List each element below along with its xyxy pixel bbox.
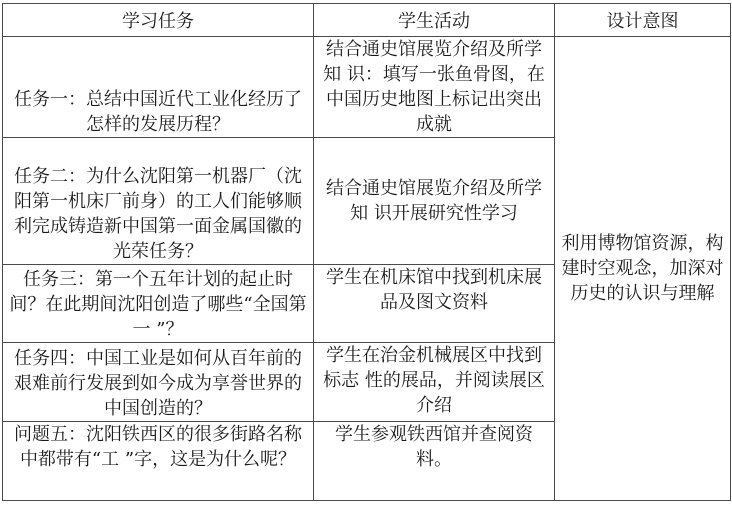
lesson-design-table (2, 3, 731, 501)
activity-cell: 学生在机床馆中找到机床展品及图文资料 (314, 265, 555, 343)
task-cell: 问题五：沈阳铁西区的很多街路名称中都带有“工 ”字，这是为什么呢？ (3, 422, 314, 501)
design-intent-cell: 利用博物馆资源，构建时空观念，加深对历史的认识与理解 (555, 37, 731, 501)
activity-cell: 结合通史馆展览介绍及所学知 识开展研究性学习 (314, 138, 555, 265)
header-activity: 学生活动 (314, 4, 555, 37)
task-cell: 任务三：第一个五年计划的起止时间？在此期间沈阳创造了哪些“全国第一 ”？ (3, 265, 314, 343)
task-cell: 任务四：中国工业是如何从百年前的艰难前行发展到如今成为享誉世界的中国创造的？ (3, 343, 314, 422)
task-cell: 任务二：为什么沈阳第一机器厂（沈阳第一机床厂前身）的工人们能够顺利完成铸造新中国第一面金属国徽的光荣任务？ (3, 138, 314, 265)
header-design: 设计意图 (555, 4, 731, 37)
header-task: 学习任务 (3, 4, 314, 37)
table-row (3, 37, 731, 138)
activity-cell: 学生参观铁西馆并查阅资料。 (314, 422, 555, 501)
task-cell: 任务一：总结中国近代工业化经历了怎样的发展历程？ (3, 37, 314, 138)
activity-cell: 结合通史馆展览介绍及所学知 识：填写一张鱼骨图，在中国历史地图上标记出突出成就 (314, 37, 555, 138)
activity-cell: 学生在治金机械展区中找到标志 性的展品，并阅读展区介绍 (314, 343, 555, 422)
header-row (3, 4, 731, 37)
